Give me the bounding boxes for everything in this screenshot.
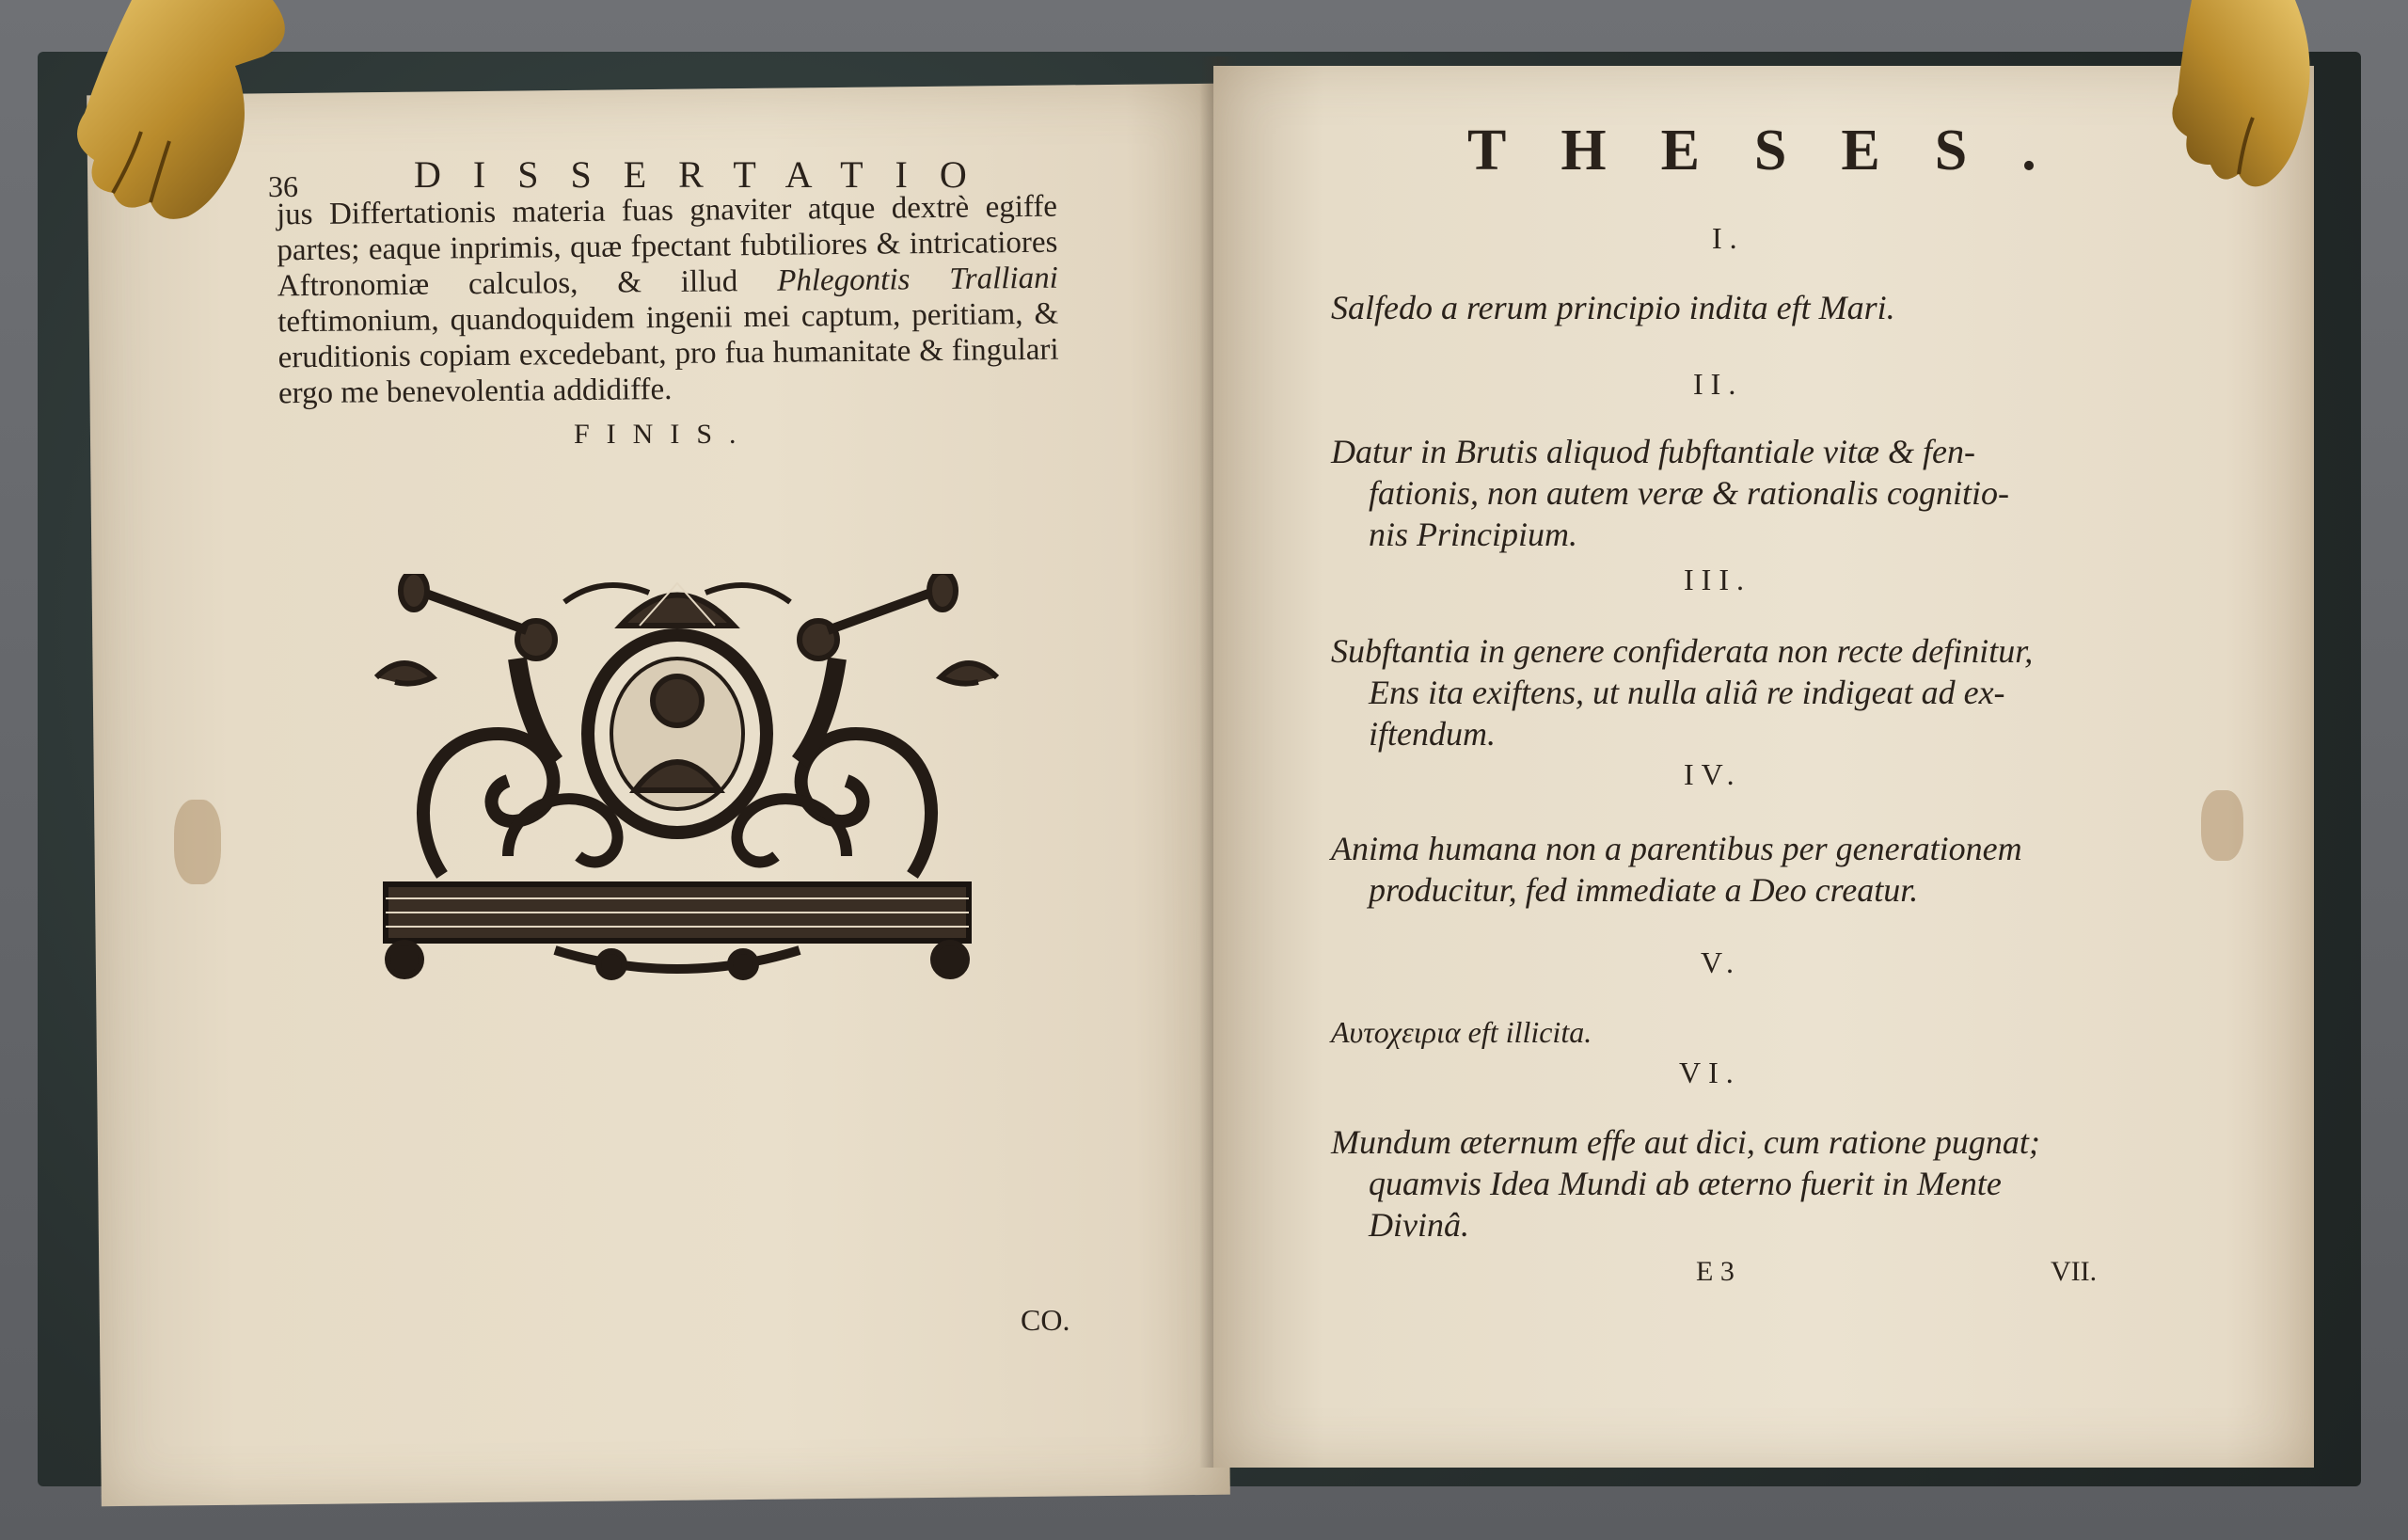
thesis-line: Salfedo a rerum principio indita eft Mari. (1331, 289, 1895, 326)
page-title: THESES. (1467, 119, 2091, 183)
left-body-text (277, 189, 1059, 412)
thesis-text (1331, 828, 2112, 911)
thesis-numeral: III. (1684, 563, 1751, 596)
catchword: CO. (1021, 1303, 1070, 1337)
thesis-numeral: II. (1693, 367, 1744, 401)
finis-label: FINIS. (574, 419, 753, 450)
thesis-text (1331, 1011, 2112, 1053)
thesis-line: iftendum. (1369, 715, 1496, 753)
thesis-text (1331, 630, 2112, 754)
thesis-numeral: IV. (1684, 757, 1742, 791)
thesis-line: Ens ita exiftens, ut nulla aliâ re indigeat ad ex- (1369, 674, 2005, 711)
thesis-line: nis Principium. (1369, 516, 1577, 553)
woodcut-ornament (367, 574, 1006, 1016)
thesis-line: Anima humana non a parentibus per generationem (1331, 830, 2022, 867)
thesis-line: quamvis Idea Mundi ab æterno fuerit in Mente (1369, 1165, 2002, 1202)
catchword: VII. (2051, 1256, 2098, 1287)
thesis-line: fationis, non autem veræ & rationalis cognitio- (1369, 474, 2009, 512)
brass-hand-holder-right (2154, 0, 2323, 198)
thesis-numeral: V. (1701, 945, 1741, 979)
thesis-text (1331, 1121, 2112, 1246)
signature-mark: E 3 (1696, 1256, 1735, 1287)
thesis-text (1331, 431, 2112, 555)
body-text: jus Differtationis materia fuas gnaviter atque dextrè egiffe partes; eaque inprimis, quæ fpectant fubtiliores & intricatiores Aftronomiæ calculos, & illud (276, 189, 1058, 304)
paper-stain (174, 800, 221, 884)
thesis-line: Subftantia in genere confiderata non recte definitur, (1331, 632, 2034, 670)
page-number: 36 (268, 169, 298, 203)
thesis-line: Αυτοχειρια eft illicita. (1331, 1015, 1592, 1049)
thesis-line: Datur in Brutis aliquod fubftantiale vitæ & fen- (1331, 433, 1975, 470)
paper-stain (2201, 790, 2243, 861)
body-text-italic-name: Phlegontis Tralliani (777, 261, 1058, 298)
thesis-line: Divinâ. (1369, 1206, 1469, 1244)
thesis-line: Mundum æternum effe aut dici, cum ratione pugnat; (1331, 1123, 2040, 1161)
body-text: teftimonium, quandoquidem ingenii mei captum, peritiam, & eruditionis copiam excedebant, pro fua humanitate & fingulari ergo me benevolentia addidiffe. (277, 296, 1059, 411)
thesis-numeral: I. (1712, 221, 1745, 255)
thesis-line: producitur, fed immediate a Deo creatur. (1369, 871, 1919, 909)
right-page (1213, 66, 2314, 1468)
brass-hand-holder-left (47, 0, 301, 235)
thesis-text (1331, 287, 2112, 328)
thesis-numeral: VI. (1679, 1056, 1741, 1089)
running-head: DISSERTATIO (414, 153, 999, 196)
